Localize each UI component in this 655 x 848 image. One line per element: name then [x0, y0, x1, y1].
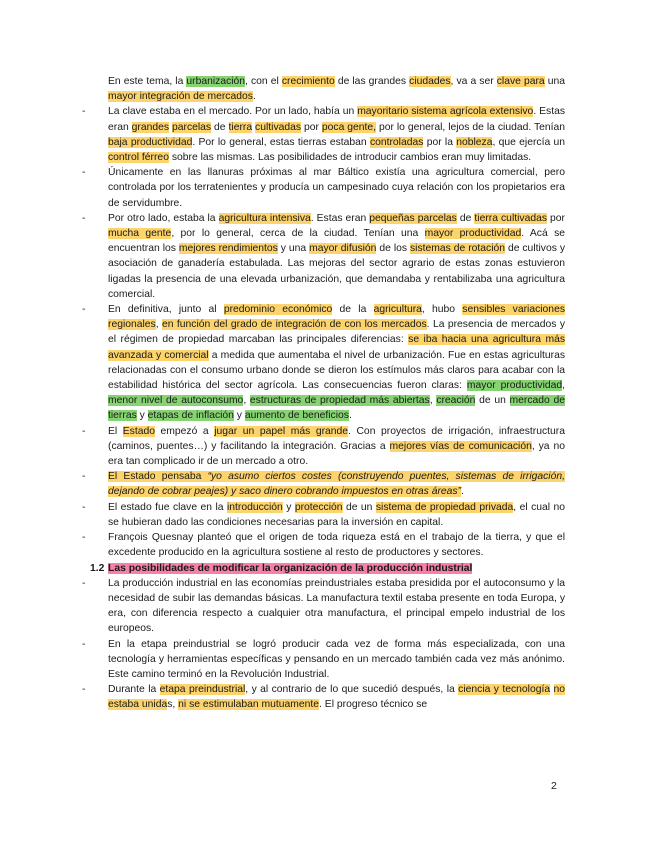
- text-run: por: [301, 121, 322, 133]
- text-run: ,: [429, 395, 437, 407]
- text-run: . Estas eran: [108, 106, 565, 133]
- text-run: [550, 684, 553, 695]
- highlighted-text: tierra: [228, 121, 253, 133]
- highlighted-text: jugar un papel más grande: [214, 425, 349, 437]
- highlighted-text: mayor productividad: [466, 380, 563, 392]
- text-run: de las grandes: [334, 76, 410, 87]
- list-item-text: [108, 213, 565, 300]
- highlighted-text: protección: [294, 501, 343, 513]
- highlighted-text: Las posibilidades de modificar la organización de la producción industrial: [108, 562, 473, 574]
- list-item-text: [108, 304, 565, 421]
- list-item: [82, 302, 566, 424]
- text-run: , hubo: [421, 304, 463, 316]
- highlighted-text: etapas de inflación: [147, 410, 234, 422]
- list-item: [82, 104, 566, 165]
- list-item: [82, 500, 566, 530]
- section-heading: [90, 561, 565, 576]
- highlighted-text: etapa preindustrial: [159, 684, 246, 696]
- highlighted-text: mejores vías de comunicación: [389, 440, 532, 452]
- list-item-text: [108, 502, 565, 528]
- text-run: . El progreso técnico se: [319, 699, 428, 711]
- highlighted-text: nobleza: [456, 136, 493, 148]
- text-run: por la: [423, 136, 457, 148]
- list-item: [82, 165, 565, 211]
- text-run: y: [136, 410, 148, 422]
- text-run: .: [461, 486, 464, 498]
- text-run: , ya no era tan complicado ir de un mercado a otro.: [108, 440, 565, 468]
- text-run: , y al contrario de lo que sucedió después, la: [245, 684, 459, 696]
- list-item-text: [108, 471, 565, 497]
- bullet-list-2: [82, 576, 566, 713]
- text-run: de: [211, 121, 229, 133]
- text-run: y: [282, 501, 295, 513]
- page-number: 2: [551, 780, 557, 792]
- section-number: 1.2: [90, 562, 105, 574]
- highlighted-text: mercado de tierras: [108, 395, 565, 422]
- list-item: [82, 211, 566, 302]
- text-run: .: [252, 91, 256, 103]
- text-run: de un: [342, 501, 376, 513]
- text-run: y una: [277, 243, 310, 255]
- list-item: [82, 424, 565, 470]
- text-run: empezó a: [154, 425, 215, 437]
- text-run: Durante la: [108, 684, 160, 696]
- text-run: s,: [167, 699, 179, 711]
- highlighted-text: mejores rendimientos: [178, 243, 278, 255]
- text-run: de: [456, 212, 475, 224]
- text-run: , que ejercía un: [492, 136, 565, 148]
- list-item: [82, 682, 566, 712]
- intro-paragraph: [108, 74, 565, 104]
- highlighted-text: aumento de beneficios: [244, 410, 349, 422]
- highlighted-text: cultivadas: [255, 121, 302, 133]
- highlighted-text: creación: [436, 395, 476, 407]
- highlighted-text: no estaba unida: [108, 684, 566, 711]
- list-item-text: [108, 106, 565, 163]
- dash-marker: -: [82, 577, 86, 589]
- highlighted-text: introducción: [226, 501, 283, 513]
- dash-marker: -: [82, 167, 86, 179]
- text-run: . Estas eran: [310, 212, 370, 224]
- text-run: Únicamente en las llanuras próximas al mar Báltico existía una agricultura comercial, pero controlada por los terratenientes y producía un campesinado cuya relación con los propietarios era de servidumbre.: [108, 167, 565, 209]
- text-run: de un: [475, 395, 510, 407]
- text-run: ,: [562, 380, 565, 392]
- highlighted-text: menor nivel de autoconsumo: [108, 395, 244, 407]
- text-run: . La presencia de mercados y el régimen de propiedad marcaban las principales diferencias:: [108, 319, 565, 346]
- dash-marker: -: [82, 212, 86, 224]
- section-title: [108, 563, 472, 574]
- highlighted-text: agricultura: [373, 304, 422, 316]
- list-item: [82, 637, 565, 683]
- highlighted-text: en función del grado de integración de con los mercados: [162, 319, 427, 331]
- highlighted-text: sistemas de rotación: [410, 243, 505, 255]
- dash-marker: -: [82, 532, 86, 544]
- highlighted-text: se iba hacia una agricultura más avanzada y comercial: [108, 334, 565, 361]
- list-item: [82, 576, 565, 637]
- text-run: , va a ser: [450, 76, 497, 87]
- text-run: François Quesnay planteó que el origen de toda riqueza está en el trabajo de la tierra, y que el excedente producido en la agricultura sostiene al resto de productores y sectores.: [108, 532, 565, 559]
- highlighted-text: tierra cultivadas: [474, 212, 548, 224]
- highlighted-text: pequeñas parcelas: [369, 212, 457, 224]
- text-run: ,: [155, 319, 163, 331]
- text-run: La producción industrial en las economías preindustriales estaba presidida por el autoconsumo y la necesidad de subir las demandas básicas. La manufactura textil estaba presente en toda Europa, y era, con diferencia respecto a cualquier otra manufactura, el principal empelo industrial de los europeos.: [108, 577, 565, 635]
- text-run: La clave estaba en el mercado. Por un lado, había un: [108, 106, 358, 118]
- dash-marker: -: [82, 638, 86, 650]
- dash-marker: -: [82, 425, 86, 437]
- text-run: . Con proyectos de irrigación, infraestructura (caminos, puentes…) y facilitando la integración. Gracias a: [108, 425, 565, 452]
- dash-marker: -: [82, 106, 86, 118]
- text-run: , por lo general, cerca de la ciudad. Tenían una: [171, 228, 425, 240]
- highlighted-text: crecimiento: [281, 76, 335, 87]
- list-item-text: [108, 426, 565, 467]
- text-run: a medida que aumentaba el nivel de urbanización. Fue en estas agriculturas relacionadas con el consumo urbano donde se dieron los estímulos más claros para acabar con la estabilidad histórica del sector agrícola. Las consecuencias fueron claras:: [108, 349, 566, 392]
- highlighted-text: agricultura intensiva: [218, 212, 311, 224]
- highlighted-text: poca gente,: [321, 121, 377, 133]
- dash-marker: -: [82, 471, 86, 483]
- bullet-list-1: [82, 104, 566, 560]
- highlighted-text: clave para: [496, 76, 545, 87]
- text-run: En la etapa preindustrial se logró producir cada vez de forma más especializada, con una tecnología y herramientas específicas y pensando en un mercado también cada vez más anónimo. Este camino terminó en la Revolución Industrial.: [108, 638, 565, 680]
- highlighted-text: sensibles variaciones regionales: [108, 304, 565, 331]
- text-run: de cultivos y asociación de ganadería estabulada. Las mejoras del sector agrario de estas zonas estuvieron ligadas la presencia de una elevada urbanización, que demandaba y rentabilizaba una agricultura comercial.: [108, 243, 565, 300]
- highlighted-text: mayoritario sistema agrícola extensivo: [357, 106, 534, 118]
- paragraph-text: [108, 76, 565, 102]
- highlighted-text: grandes: [131, 121, 170, 133]
- text-run: El: [108, 425, 123, 437]
- highlighted-text: “yo asumo ciertos costes (construyendo puentes, sistemas de irrigación, dejando de cobrar peajes) y saco dinero cobrando impuestos en otras áreas”: [108, 471, 565, 498]
- highlighted-text: mayor productividad: [424, 228, 522, 240]
- dash-marker: -: [82, 501, 86, 513]
- highlighted-text: baja productividad: [108, 136, 193, 148]
- text-run: . Acá se encuentran los: [108, 228, 566, 255]
- text-run: ,: [243, 395, 250, 407]
- list-item-text: [108, 639, 565, 680]
- text-run: . Por lo general, estas tierras estaban: [192, 136, 370, 148]
- highlighted-text: control férreo: [108, 152, 169, 164]
- list-item-text: [108, 578, 565, 635]
- highlighted-text: sistema de propiedad privada: [375, 501, 514, 513]
- highlighted-text: mayor difusión: [309, 243, 377, 255]
- text-run: Por otro lado, estaba la: [108, 212, 219, 224]
- list-item: [82, 469, 565, 499]
- text-run: por lo general, lejos de la ciudad. Tenían: [376, 121, 566, 133]
- text-run: En definitiva, junto al: [108, 304, 224, 316]
- dash-marker: -: [82, 684, 86, 696]
- list-item: [82, 530, 565, 560]
- highlighted-text: predominio económico: [223, 304, 333, 316]
- list-item-text: [108, 167, 565, 208]
- highlighted-text: Estado: [122, 425, 155, 437]
- text-run: En este tema, la: [108, 76, 187, 87]
- highlighted-text: ni se estimulaban mutuamente: [178, 699, 320, 711]
- list-item-text: [108, 684, 565, 710]
- page-content: [82, 74, 566, 713]
- highlighted-text: ciencia y tecnología: [458, 684, 551, 696]
- text-run: , el cual no se hubieran dado las condiciones necesarias para la inversión en capital.: [108, 501, 566, 528]
- highlighted-text: mayor integración de mercados: [108, 91, 253, 103]
- highlighted-text: El Estado pensaba: [108, 471, 208, 483]
- text-run: .: [348, 410, 352, 422]
- highlighted-text: mucha gente: [108, 228, 172, 240]
- text-run: por: [547, 212, 565, 224]
- list-item-text: [108, 532, 565, 558]
- text-run: una: [544, 76, 565, 87]
- text-run: sobre las mismas. Las posibilidades de introducir cambios eran muy limitadas.: [168, 152, 532, 164]
- highlighted-text: parcelas: [172, 121, 212, 133]
- dash-marker: -: [82, 304, 86, 316]
- text-run: de la: [332, 304, 374, 316]
- text-run: , con el: [245, 76, 282, 87]
- highlighted-text: controladas: [369, 136, 424, 148]
- highlighted-text: urbanización: [186, 76, 246, 87]
- text-run: y: [233, 410, 245, 422]
- text-run: El estado fue clave en la: [108, 501, 227, 513]
- highlighted-text: ciudades: [409, 76, 451, 87]
- highlighted-text: estructuras de propiedad más abiertas: [249, 395, 430, 407]
- text-run: de los: [376, 243, 410, 255]
